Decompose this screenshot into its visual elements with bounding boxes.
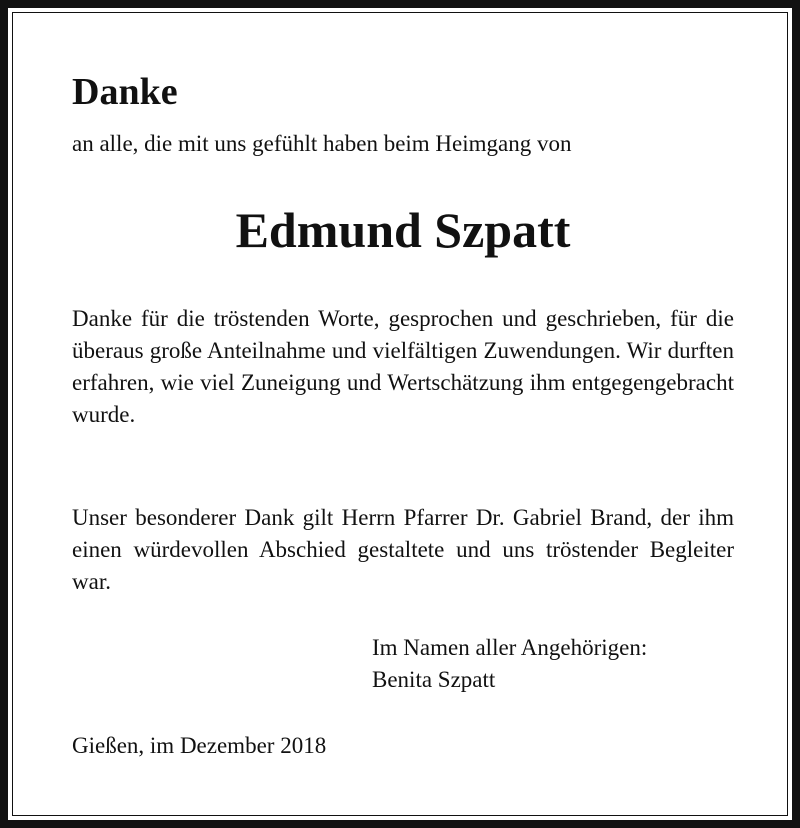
signature-block xyxy=(372,632,647,696)
deceased-name: Edmund Szpatt xyxy=(235,202,571,258)
notice-heading: Danke xyxy=(72,71,178,113)
signature-line-name: Benita Szpatt xyxy=(372,667,496,692)
special-thanks-paragraph: Unser besonderer Dank gilt Herrn Pfarrer Dr. Gabriel Brand, der ihm einen würdevollen Abschied gestaltete und uns tröstender Begleiter war. xyxy=(72,505,734,594)
signature-line-family: Im Namen aller Angehörigen: xyxy=(372,635,648,660)
place-date: Gießen, im Dezember 2018 xyxy=(72,733,327,758)
notice-intro: an alle, die mit uns gefühlt haben beim Heimgang von xyxy=(72,131,572,156)
thanks-paragraph: Danke für die tröstenden Worte, gesprochen und geschrieben, für die überaus große Anteilnahme und vielfältigen Zuwendungen. Wir durften erfahren, wie viel Zuneigung und Wertschätzung ihm entgegengebracht wurde. xyxy=(72,306,734,427)
